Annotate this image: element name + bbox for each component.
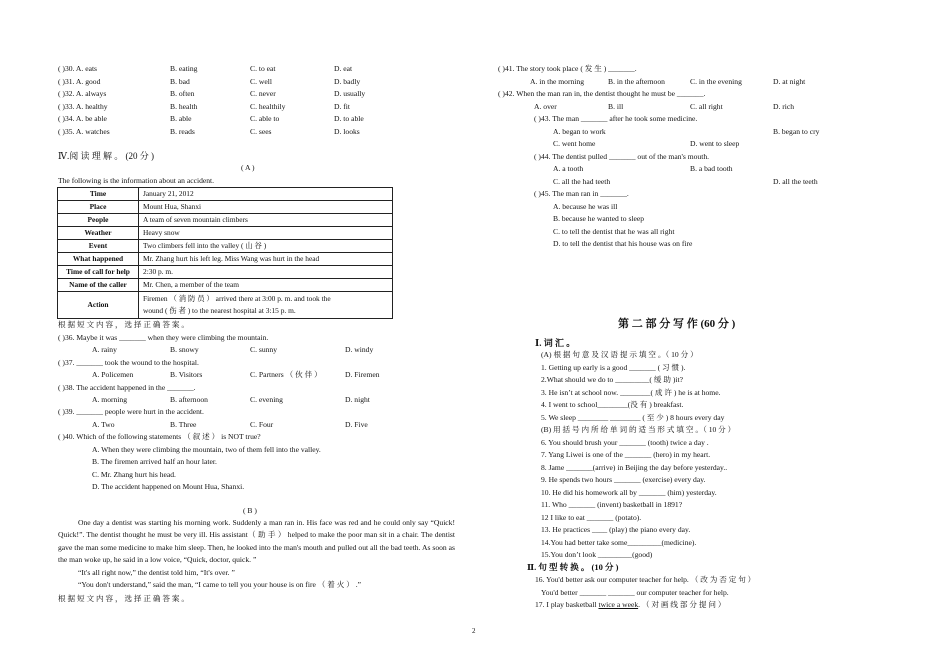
option-a: A. a tooth — [553, 164, 584, 173]
table-row — [58, 292, 393, 319]
option-d: D. to able — [334, 114, 364, 123]
transform-item: 16. You'd better ask our computer teacher for help. （ 改 为 否 定 句 ） — [535, 575, 756, 584]
fill-item: 2.What should we do to _________( 缓 助 )it? — [541, 375, 683, 384]
option-b: B. often — [170, 89, 195, 98]
option-b: B. health — [170, 101, 198, 111]
option-a: A. Policemen — [92, 370, 134, 379]
option-d: D. eat — [334, 64, 353, 73]
table-value: Firemen （ 消 防 员 ） arrived there at 3:00 p. m. and took the wound ( 伤 者 ) to the nearest hospital at 3:15 p. m. — [139, 292, 393, 319]
q37: ( )37. _______ took the wound to the hospital. — [58, 357, 199, 367]
transform-item — [535, 600, 725, 610]
option-c: C. to tell the dentist that he was all right — [553, 226, 675, 236]
fill-item: 4. I went to school________(没 有 ) breakfast. — [541, 400, 684, 409]
passage-paragraph: “You don't understand,” said the man, “I came to tell you your house is on fire （ 着 火 ） .” — [78, 580, 361, 590]
table-value: Two climbers fell into the valley ( 山 谷 ) — [139, 240, 393, 253]
option-b: B. eating — [170, 64, 198, 73]
option-c: C. sees — [250, 126, 272, 136]
fill-item: 14.You had better take some_________(medicine). — [541, 537, 697, 547]
option-a: A. because he was ill — [553, 201, 618, 211]
option-c: C. evening — [250, 395, 283, 404]
option-a: A. over — [534, 101, 557, 111]
option-b: B. able — [170, 114, 192, 123]
option-b: B. Visitors — [170, 370, 203, 379]
table-value: Heavy snow — [139, 227, 393, 240]
option-c: C. in the evening — [690, 76, 742, 86]
option-a: A. When they were climbing the mountain, two of them fell into the valley. — [92, 444, 321, 454]
passage-paragraph: “It's all right now,” the dentist told him, “It's over. ” — [78, 567, 235, 577]
table-key: Name of the caller — [58, 279, 139, 292]
option-b: B. began to cry — [773, 126, 820, 136]
reading-heading: Ⅳ.阅 读 理 解 。 (20 分 ) — [58, 151, 154, 161]
option-d: D. all the teeth — [773, 176, 818, 186]
q45: ( )45. The man ran in _______. — [534, 189, 629, 198]
option-c: C. able to — [250, 114, 280, 123]
intro-a: The following is the information about an accident. — [58, 175, 215, 185]
option-d: D. went to sleep — [690, 139, 740, 148]
table-row — [58, 214, 393, 227]
table-key: Time — [58, 188, 139, 201]
q40: ( )40. Which of the following statements （ 叙 述 ） is NOT true? — [58, 432, 261, 441]
option-a: A. Two — [92, 419, 115, 429]
q35: ( )35. A. watches — [58, 126, 110, 136]
option-c: C. went home — [553, 139, 596, 148]
table-value: Mr. Zhang hurt his left leg. Miss Wang was hurt in the head — [139, 253, 393, 266]
option-d: D. fit — [334, 101, 351, 111]
fill-item: 9. He spends two hours _______ (exercise) every day. — [541, 475, 706, 484]
option-c: C. healthily — [250, 101, 286, 111]
option-c: C. well — [250, 76, 272, 86]
table-key: Place — [58, 201, 139, 214]
accident-info-table — [57, 187, 393, 319]
option-a: A. morning — [92, 395, 128, 404]
table-value: Mount Hua, Shanxi — [139, 201, 393, 214]
option-c: C. Partners （ 伙 伴 ） — [250, 370, 322, 379]
option-b: B. afternoon — [170, 395, 208, 404]
option-c: C. to eat — [250, 64, 276, 73]
table-row — [58, 201, 393, 214]
q30: ( )30. A. eats — [58, 64, 98, 73]
fill-item: 11. Who _______ (invent) basketball in 1891? — [541, 500, 683, 509]
table-row — [58, 266, 393, 279]
option-d: D. looks — [334, 126, 360, 136]
option-d: D. night — [345, 395, 370, 404]
fill-item: 8. Jame _______(arrive) in Beijing the day before yesterday.. — [541, 462, 728, 472]
item-instruction: . （ 对 画 线 部 分 提 问 ） — [638, 600, 726, 609]
fill-item: 7. Yang Liwei is one of the _______ (hero) in my heart. — [541, 450, 711, 459]
fill-item: 3. He isn’t at school now. ________( 成 许 ) he is at home. — [541, 387, 721, 397]
option-b: B. snowy — [170, 345, 199, 354]
option-b: B. bad — [170, 76, 190, 86]
option-a: A. in the morning — [530, 76, 584, 86]
part-b-label: ( B ) — [243, 506, 257, 515]
option-a: A. rainy — [92, 345, 117, 354]
item-text: 17. I play basketball — [535, 600, 599, 609]
fill-item: 13. He practices ____ (play) the piano every day. — [541, 525, 691, 534]
table-key: Time of call for help — [58, 266, 139, 279]
option-c: C. Four — [250, 419, 274, 429]
table-row — [58, 188, 393, 201]
transform-heading: Ⅱ. 句 型 转 换 。 (10 分 ) — [527, 562, 619, 572]
option-c: C. never — [250, 89, 276, 98]
table-value: Mr. Chen, a member of the team — [139, 279, 393, 292]
option-c: C. Mr. Zhang hurt his head. — [92, 469, 176, 479]
q36: ( )36. Maybe it was _______ when they were climbing the mountain. — [58, 332, 269, 342]
table-key: People — [58, 214, 139, 227]
option-c: C. all the had teeth — [553, 176, 611, 186]
table-value: A team of seven mountain climbers — [139, 214, 393, 227]
q43: ( )43. The man _______ after he took some medicine. — [534, 114, 698, 123]
option-b: B. The firemen arrived half an hour later. — [92, 457, 217, 466]
table-value: January 21, 2012 — [139, 188, 393, 201]
option-b: B. in the afternoon — [608, 76, 665, 86]
option-b: B. reads — [170, 126, 195, 136]
option-d: D. Firemen — [345, 370, 380, 379]
table-key: Action — [58, 292, 139, 319]
table-row — [58, 253, 393, 266]
table-value: 2:30 p. m. — [139, 266, 393, 279]
sub-a-instruction: (A) 根 据 句 意 及 汉 语 提 示 填 空 。（ 10 分 ） — [541, 350, 698, 359]
q31: ( )31. A. good — [58, 76, 101, 86]
q41: ( )41. The story took place ( 发 生 ) _______. — [498, 64, 637, 73]
q42: ( )42. When the man ran in, the dentist thought he must be _______. — [498, 89, 706, 98]
fill-item: 12 I like to eat _______ (potato). — [541, 512, 642, 522]
table-key: Weather — [58, 227, 139, 240]
q32: ( )32. A. always — [58, 89, 107, 98]
option-a: A. began to work — [553, 126, 606, 136]
page-number: 2 — [472, 627, 476, 635]
option-b: B. because he wanted to sleep — [553, 214, 645, 223]
option-b: B. ill — [608, 101, 624, 111]
vocab-heading: Ⅰ. 词 汇 。 — [535, 338, 576, 348]
part-a-label: ( A ) — [241, 163, 255, 172]
option-c: C. all right — [690, 101, 723, 111]
table-row — [58, 279, 393, 292]
table-row — [58, 227, 393, 240]
option-b: B. a bad tooth — [690, 164, 733, 173]
q33: ( )33. A. healthy — [58, 101, 108, 111]
passage-paragraph: One day a dentist was starting his morning work. Suddenly a man ran in. His face was red and he could only say “Quick! Quick!”. The dentist thought he must be very ill. His assistant（ 助 手 ） helped to make the poor man sit in a chair. The dentist gave the man some medicine to make him sleep. Then, he looked into the man's mouth and pulled out all the bad teeth. As soon as the man woke up, he said in a low voice, “Quick, doctor, quick. ” — [58, 518, 455, 565]
underlined-phrase: twice a week — [598, 600, 639, 609]
q39: ( )39. _______ people were hurt in the accident. — [58, 407, 204, 416]
option-d: D. The accident happened on Mount Hua, Shanxi. — [92, 482, 245, 491]
option-d: D. to tell the dentist that his house was on fire — [553, 239, 693, 248]
option-d: D. at night — [773, 76, 806, 86]
fill-item: 10. He did his homework all by _______ (him) yesterday. — [541, 487, 717, 497]
instruction-a: 根 据 短 文 内 容 ， 选 择 正 确 答 案 。 — [58, 320, 189, 329]
q34: ( )34. A. be able — [58, 114, 107, 123]
option-d: D. windy — [345, 345, 374, 354]
q38: ( )38. The accident happened in the _______. — [58, 382, 196, 392]
part2-title: 第 二 部 分 写 作 (60 分 ) — [618, 318, 736, 330]
q44: ( )44. The dentist pulled _______ out of the man's mouth. — [534, 151, 710, 161]
option-d: D. rich — [773, 101, 795, 111]
option-c: C. sunny — [250, 345, 278, 354]
option-d: D. badly — [334, 76, 361, 86]
table-key: Event — [58, 240, 139, 253]
option-d: D. Five — [345, 419, 368, 429]
table-key: What happened — [58, 253, 139, 266]
option-b: B. Three — [170, 419, 197, 429]
fill-item: 6. You should brush your _______ (tooth) twice a day . — [541, 437, 709, 447]
transform-answer: You'd better _______ _______ our computer teacher for help. — [541, 587, 729, 597]
fill-item: 5. We sleep ________ ________ ( 至 少 ) 8 hours every day — [541, 412, 725, 422]
passage-b — [58, 517, 455, 591]
instruction-b: 根 据 短 文 内 容 ， 选 择 正 确 答 案 。 — [58, 594, 189, 603]
fill-item: 15.You don’t look _________(good) — [541, 550, 653, 559]
option-d: D. usually — [334, 89, 366, 98]
sub-b-instruction: (B) 用 括 号 内 所 给 单 词 的 适 当 形 式 填 空 。（ 10 分 ） — [541, 425, 736, 434]
table-row — [58, 240, 393, 253]
fill-item: 1. Getting up early is a good _______ ( 习 惯 ). — [541, 362, 686, 372]
